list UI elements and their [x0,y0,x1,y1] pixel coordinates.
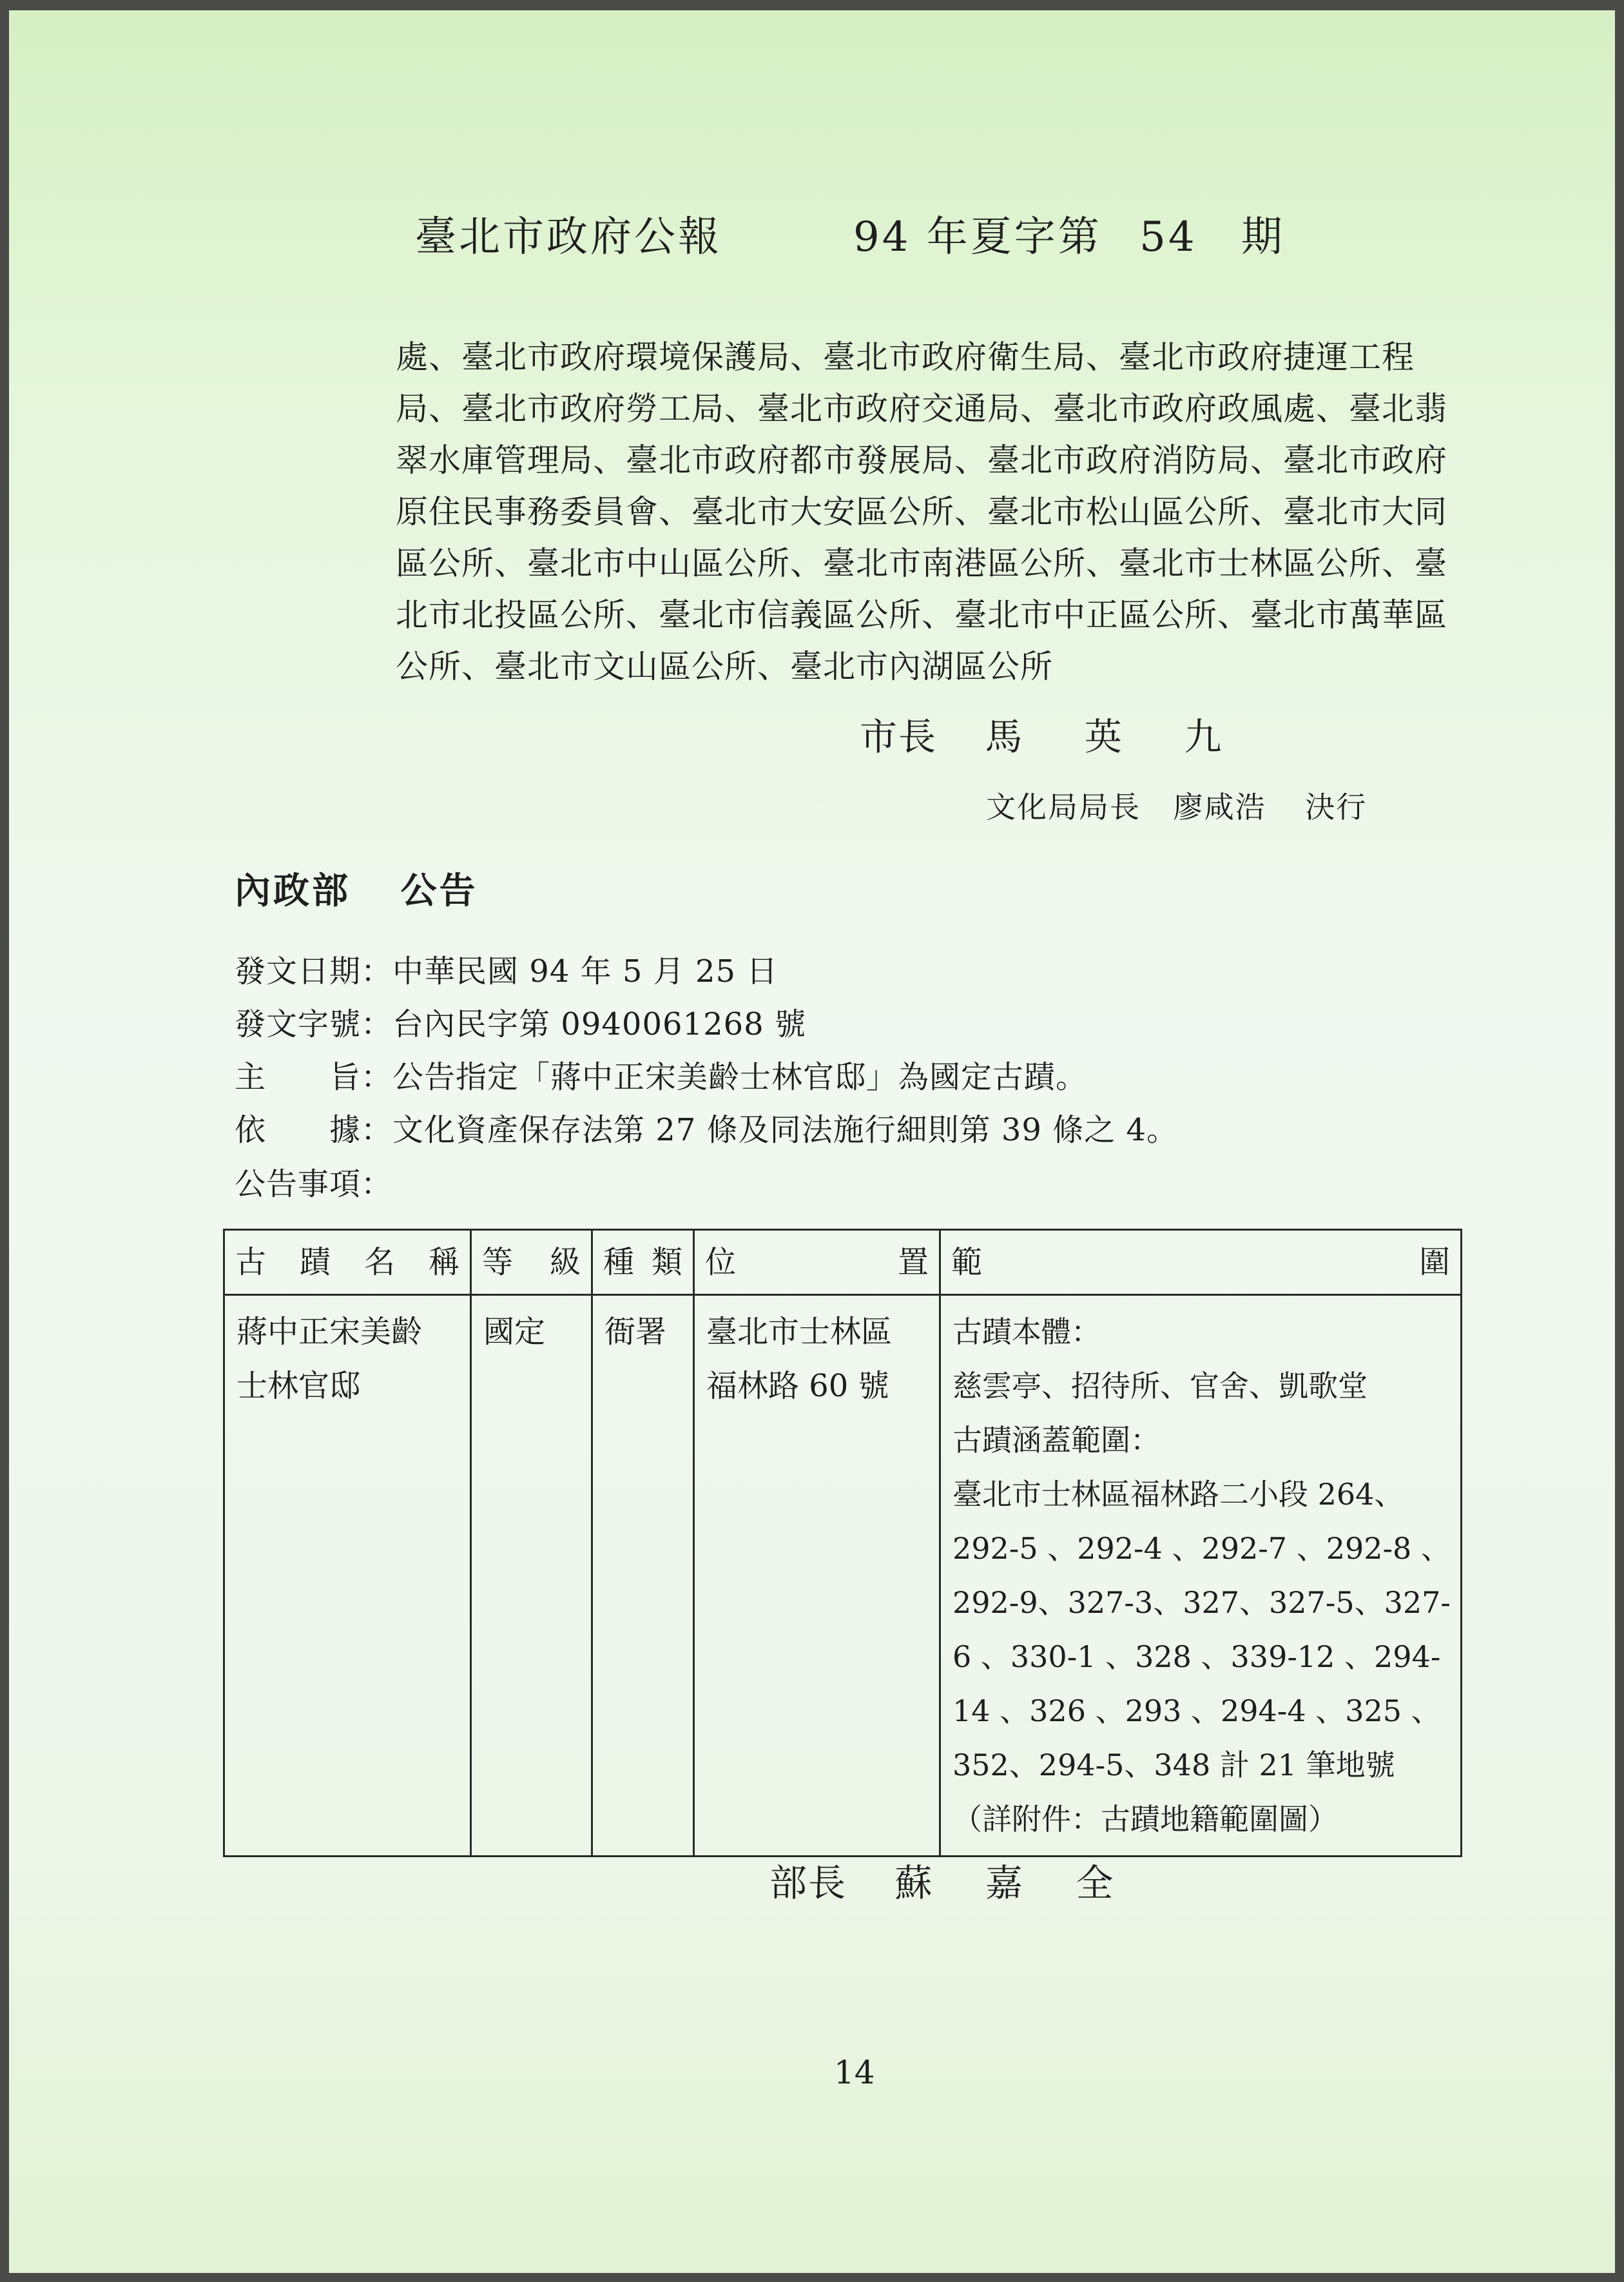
mayor-name-char: 馬 [985,715,1024,759]
delegate-name: 廖咸浩 [1173,790,1266,824]
mayor-name-char: 英 [1084,715,1123,759]
announcement-heading [235,863,478,914]
field-basis: 依 據：文化資產保存法第 27 條及同法施行細則第 39 條之 4。 [235,1112,1179,1148]
issue-label [853,204,1285,263]
table-row [224,1295,1462,1857]
field-value: 中華民國 94 年 5 月 25 日 [392,953,778,990]
header-location: 位 置 [694,1230,940,1295]
field-value: 台內民字第 0940061268 號 [392,1006,806,1042]
heritage-table [223,1229,1460,1837]
gazette-page [9,10,1615,2273]
recipients-line: 處、臺北市政府環境保護局、臺北市政府衛生局、臺北市政府捷運工程 [396,338,1415,376]
recipients-line: 翠水庫管理局、臺北市政府都市發展局、臺北市政府消防局、臺北市政府 [396,442,1447,479]
minister-name-char: 蘇 [894,1861,934,1905]
announcement-type: 公告 [400,870,478,912]
delegate-line [986,784,1367,826]
mayor-title: 市長 [860,715,938,759]
field-label: 主 旨 [235,1059,362,1095]
header-level: 等 級 [471,1230,592,1295]
issue-prefix: 94 年夏字第 [853,213,1102,261]
mayor-signature [860,707,1223,761]
minister-title: 部長 [769,1861,847,1905]
cell-name: 蔣中正宋美齡 士林官邸 [224,1295,471,1857]
header-name: 古 蹟 名 稱 [224,1230,471,1295]
minister-signature [769,1853,1114,1907]
field-value: 公告指定「蔣中正宋美齡士林官邸」為國定古蹟。 [392,1059,1088,1095]
issue-number: 54 [1139,213,1197,261]
header-kind: 種 類 [592,1230,694,1295]
field-value: 文化資產保存法第 27 條及同法施行細則第 39 條之 4。 [392,1112,1179,1148]
issue-suffix: 期 [1241,213,1285,261]
page-number: 14 [834,2054,875,2091]
recipients-line: 北市北投區公所、臺北市信義區公所、臺北市中正區公所、臺北市萬華區 [396,596,1447,634]
mayor-name-char: 九 [1184,715,1223,759]
cell-location: 臺北市士林區 福林路 60 號 [694,1295,940,1857]
field-document-number: 發文字號：台內民字第 0940061268 號 [235,1006,806,1042]
publication-title: 臺北市政府公報 [415,213,722,261]
recipients-line: 公所、臺北市文山區公所、臺北市內湖區公所 [396,648,1053,685]
field-label: 依 據 [235,1112,362,1148]
field-label: 發文日期 [235,953,362,990]
recipients-line: 原住民事務委員會、臺北市大安區公所、臺北市松山區公所、臺北市大同 [396,493,1447,531]
table-header-row [224,1230,1462,1295]
minister-name-char: 全 [1076,1861,1115,1905]
matters-label: 公告事項： [235,1166,393,1202]
recipients-line: 區公所、臺北市中山區公所、臺北市南港區公所、臺北市士林區公所、臺 [396,545,1447,582]
delegate-title: 文化局局長 [986,790,1141,824]
cell-level: 國定 [471,1295,592,1857]
field-issue-date: 發文日期：中華民國 94 年 5 月 25 日 [235,953,778,990]
cell-kind: 衙署 [592,1295,694,1857]
delegate-action: 決行 [1305,790,1368,824]
announcement-issuer: 內政部 [235,870,351,912]
field-subject: 主 旨：公告指定「蔣中正宋美齡士林官邸」為國定古蹟。 [235,1059,1088,1095]
field-label: 發文字號 [235,1006,362,1042]
header-scope: 範 圍 [940,1230,1462,1295]
recipients-line: 局、臺北市政府勞工局、臺北市政府交通局、臺北市政府政風處、臺北翡 [396,390,1447,427]
cell-scope: 古蹟本體： 慈雲亭、招待所、官舍、凱歌堂 古蹟涵蓋範圍： 臺北市士林區福林路二小段 264、 292-5 、292-4 、292-7 、292-8 、 292-9、327-3、327、327-5、327- 6 、330-1 、328 、339-12 、294- 14 、326 、293 、294-4 、325 、 352、294-5、348 計 21 筆地號 （詳附件：古蹟地籍範圍圖） [940,1295,1462,1857]
minister-name-char: 嘉 [985,1861,1024,1905]
